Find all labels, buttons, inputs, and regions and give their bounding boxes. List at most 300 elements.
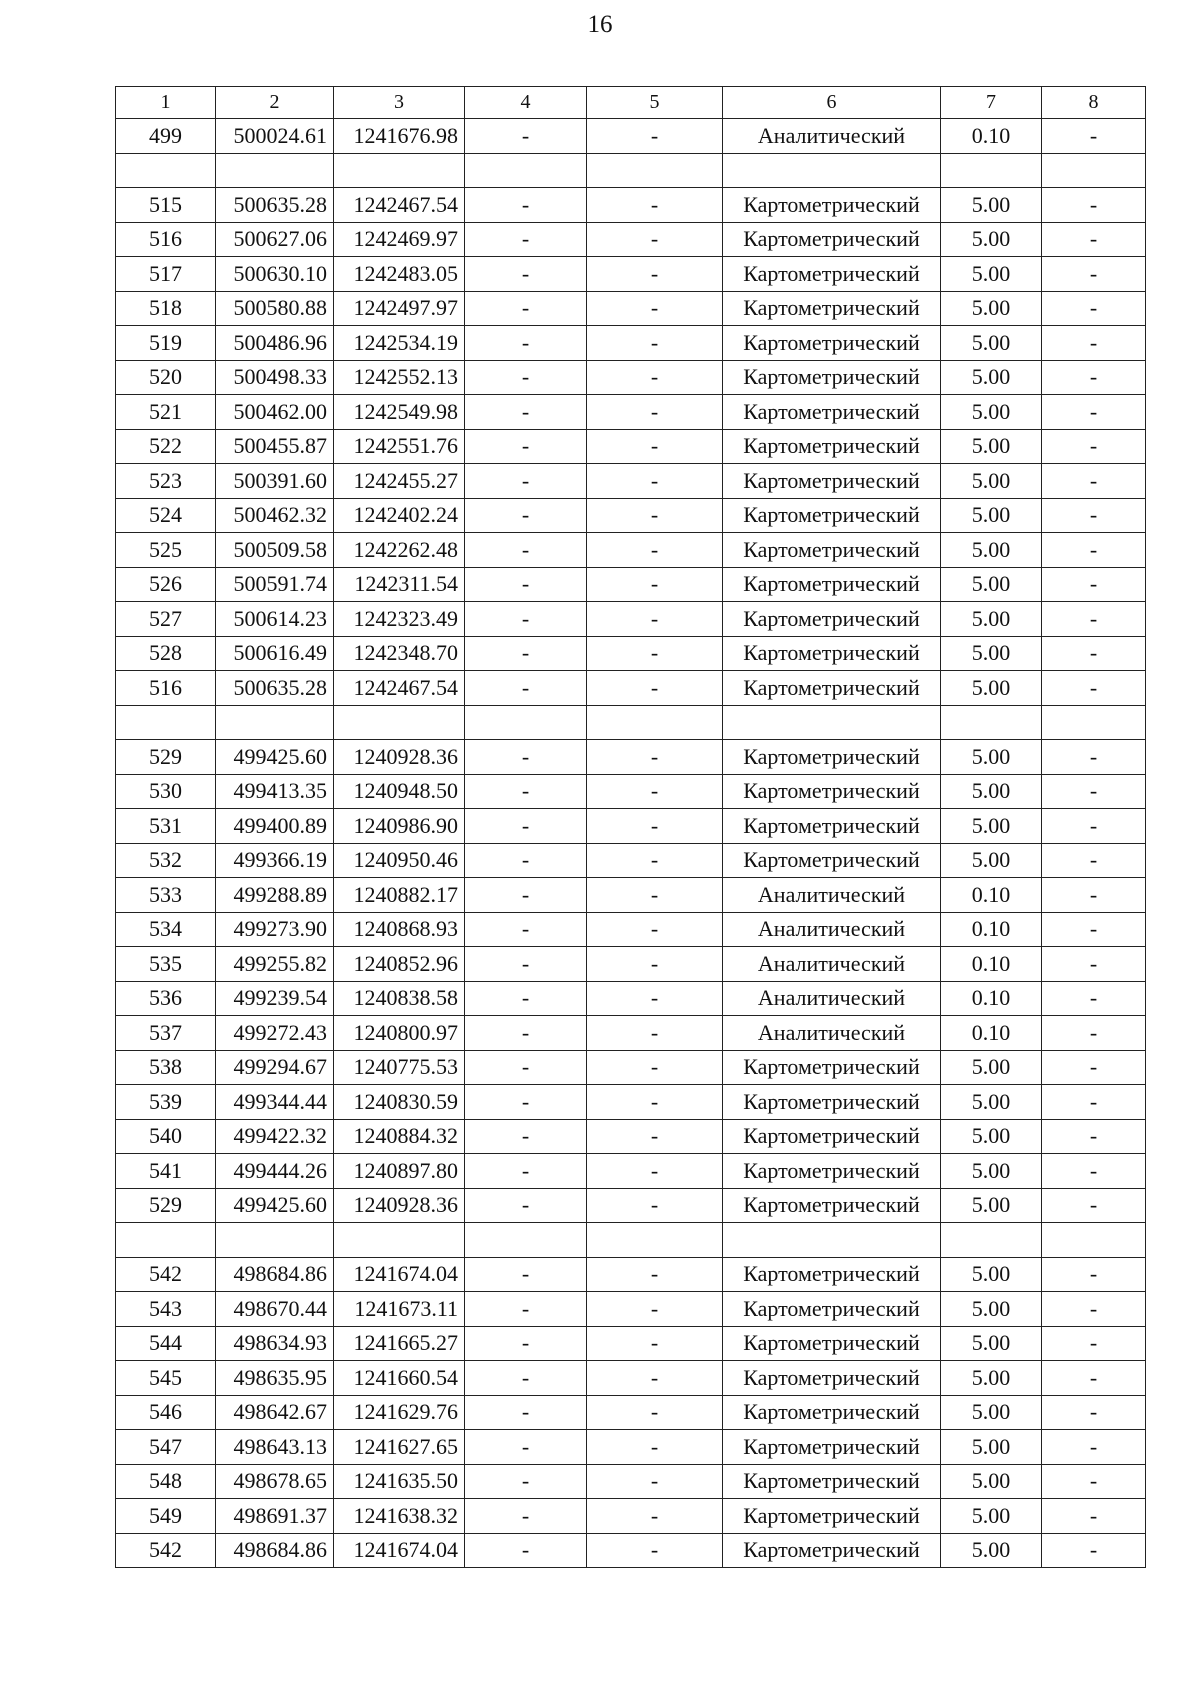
cell-method: Картометрический	[723, 809, 941, 844]
cell-accuracy: 5.00	[941, 1050, 1042, 1085]
cell-accuracy: 5.00	[941, 671, 1042, 706]
table-row	[116, 1085, 1146, 1120]
cell-y-coordinate: 1240884.32	[334, 1119, 465, 1154]
cell-point-number: 526	[116, 567, 216, 602]
cell-col-5: -	[587, 257, 723, 292]
table-row	[116, 1154, 1146, 1189]
cell-y-coordinate: 1240800.97	[334, 1016, 465, 1051]
cell-col-8: -	[1042, 981, 1146, 1016]
cell-accuracy: 5.00	[941, 222, 1042, 257]
table-row	[116, 912, 1146, 947]
cell-col-5: -	[587, 1464, 723, 1499]
cell-col-5	[587, 1223, 723, 1258]
cell-accuracy: 5.00	[941, 188, 1042, 223]
column-header-7: 7	[941, 87, 1042, 119]
cell-x-coordinate: 500462.00	[216, 395, 334, 430]
cell-accuracy: 0.10	[941, 878, 1042, 913]
cell-y-coordinate: 1241629.76	[334, 1395, 465, 1430]
cell-col-4: -	[465, 326, 587, 361]
cell-x-coordinate: 499425.60	[216, 1188, 334, 1223]
cell-col-8: -	[1042, 222, 1146, 257]
cell-point-number: 548	[116, 1464, 216, 1499]
cell-col-4: -	[465, 395, 587, 430]
cell-col-8: -	[1042, 912, 1146, 947]
cell-x-coordinate: 500591.74	[216, 567, 334, 602]
cell-x-coordinate: 498642.67	[216, 1395, 334, 1430]
cell-y-coordinate: 1241627.65	[334, 1430, 465, 1465]
cell-col-5: -	[587, 636, 723, 671]
cell-x-coordinate: 500580.88	[216, 291, 334, 326]
cell-col-8	[1042, 1223, 1146, 1258]
cell-y-coordinate: 1242467.54	[334, 671, 465, 706]
table-row	[116, 809, 1146, 844]
cell-col-8: -	[1042, 291, 1146, 326]
cell-point-number: 516	[116, 222, 216, 257]
cell-accuracy	[941, 153, 1042, 188]
cell-col-4	[465, 705, 587, 740]
cell-x-coordinate: 500509.58	[216, 533, 334, 568]
table-row	[116, 119, 1146, 154]
cell-y-coordinate	[334, 1223, 465, 1258]
cell-col-8: -	[1042, 429, 1146, 464]
cell-col-5: -	[587, 774, 723, 809]
cell-point-number: 542	[116, 1257, 216, 1292]
cell-col-5: -	[587, 498, 723, 533]
cell-accuracy: 5.00	[941, 740, 1042, 775]
cell-point-number: 549	[116, 1499, 216, 1534]
cell-col-4: -	[465, 1430, 587, 1465]
cell-method: Картометрический	[723, 1085, 941, 1120]
cell-col-5: -	[587, 360, 723, 395]
cell-col-5: -	[587, 981, 723, 1016]
cell-method: Картометрический	[723, 222, 941, 257]
column-header-4: 4	[465, 87, 587, 119]
cell-col-4: -	[465, 1257, 587, 1292]
cell-col-5: -	[587, 1361, 723, 1396]
cell-method: Картометрический	[723, 1533, 941, 1568]
cell-col-8: -	[1042, 1154, 1146, 1189]
cell-y-coordinate: 1240830.59	[334, 1085, 465, 1120]
cell-accuracy: 5.00	[941, 1085, 1042, 1120]
cell-point-number: 529	[116, 740, 216, 775]
cell-method: Картометрический	[723, 1430, 941, 1465]
cell-col-8: -	[1042, 1533, 1146, 1568]
cell-x-coordinate: 498670.44	[216, 1292, 334, 1327]
cell-point-number: 530	[116, 774, 216, 809]
cell-y-coordinate: 1240852.96	[334, 947, 465, 982]
table-row	[116, 1050, 1146, 1085]
cell-y-coordinate: 1240928.36	[334, 740, 465, 775]
cell-col-5: -	[587, 843, 723, 878]
cell-col-8: -	[1042, 843, 1146, 878]
table-row	[116, 464, 1146, 499]
table-row	[116, 1119, 1146, 1154]
cell-point-number: 528	[116, 636, 216, 671]
cell-method: Картометрический	[723, 257, 941, 292]
cell-point-number: 533	[116, 878, 216, 913]
cell-col-8: -	[1042, 533, 1146, 568]
cell-point-number: 523	[116, 464, 216, 499]
cell-col-5: -	[587, 1499, 723, 1534]
cell-col-4: -	[465, 567, 587, 602]
cell-accuracy: 5.00	[941, 498, 1042, 533]
cell-col-5: -	[587, 809, 723, 844]
cell-accuracy: 5.00	[941, 291, 1042, 326]
cell-col-4: -	[465, 1154, 587, 1189]
cell-x-coordinate: 498643.13	[216, 1430, 334, 1465]
table-row	[116, 395, 1146, 430]
cell-accuracy	[941, 705, 1042, 740]
cell-point-number: 544	[116, 1326, 216, 1361]
cell-col-5: -	[587, 1326, 723, 1361]
cell-col-5: -	[587, 464, 723, 499]
cell-col-4	[465, 153, 587, 188]
cell-col-8: -	[1042, 740, 1146, 775]
cell-accuracy: 5.00	[941, 360, 1042, 395]
cell-point-number: 547	[116, 1430, 216, 1465]
cell-col-8: -	[1042, 395, 1146, 430]
cell-accuracy: 5.00	[941, 809, 1042, 844]
cell-accuracy: 5.00	[941, 1395, 1042, 1430]
cell-accuracy: 5.00	[941, 533, 1042, 568]
cell-accuracy: 0.10	[941, 947, 1042, 982]
table-row	[116, 843, 1146, 878]
cell-col-8: -	[1042, 602, 1146, 637]
table-row	[116, 1326, 1146, 1361]
cell-point-number: 531	[116, 809, 216, 844]
cell-method: Картометрический	[723, 188, 941, 223]
column-header-8: 8	[1042, 87, 1146, 119]
header-row	[116, 87, 1146, 119]
cell-col-4: -	[465, 464, 587, 499]
cell-col-8	[1042, 153, 1146, 188]
cell-point-number: 520	[116, 360, 216, 395]
cell-col-8: -	[1042, 188, 1146, 223]
table-row	[116, 671, 1146, 706]
cell-point-number: 545	[116, 1361, 216, 1396]
cell-y-coordinate: 1240882.17	[334, 878, 465, 913]
cell-col-5: -	[587, 1119, 723, 1154]
cell-method: Аналитический	[723, 1016, 941, 1051]
cell-accuracy: 5.00	[941, 1154, 1042, 1189]
cell-y-coordinate: 1241635.50	[334, 1464, 465, 1499]
cell-method: Картометрический	[723, 1361, 941, 1396]
cell-col-4: -	[465, 1533, 587, 1568]
cell-x-coordinate: 498684.86	[216, 1533, 334, 1568]
cell-col-4: -	[465, 843, 587, 878]
table-row	[116, 1464, 1146, 1499]
cell-point-number: 542	[116, 1533, 216, 1568]
cell-x-coordinate	[216, 705, 334, 740]
cell-col-4: -	[465, 1119, 587, 1154]
cell-col-4: -	[465, 429, 587, 464]
cell-col-8: -	[1042, 1050, 1146, 1085]
cell-y-coordinate: 1240897.80	[334, 1154, 465, 1189]
cell-col-4: -	[465, 1499, 587, 1534]
cell-y-coordinate: 1242469.97	[334, 222, 465, 257]
column-header-1: 1	[116, 87, 216, 119]
cell-x-coordinate: 500498.33	[216, 360, 334, 395]
cell-col-5: -	[587, 119, 723, 154]
cell-col-4: -	[465, 981, 587, 1016]
table-row	[116, 257, 1146, 292]
cell-accuracy: 5.00	[941, 395, 1042, 430]
cell-method: Картометрический	[723, 1292, 941, 1327]
cell-col-5: -	[587, 533, 723, 568]
cell-accuracy: 5.00	[941, 1361, 1042, 1396]
cell-method: Картометрический	[723, 740, 941, 775]
cell-accuracy: 0.10	[941, 119, 1042, 154]
cell-point-number: 536	[116, 981, 216, 1016]
cell-y-coordinate	[334, 705, 465, 740]
cell-point-number: 534	[116, 912, 216, 947]
cell-point-number: 519	[116, 326, 216, 361]
cell-col-5: -	[587, 1188, 723, 1223]
cell-y-coordinate: 1242262.48	[334, 533, 465, 568]
cell-col-5: -	[587, 222, 723, 257]
cell-col-8: -	[1042, 360, 1146, 395]
cell-method: Картометрический	[723, 498, 941, 533]
cell-x-coordinate	[216, 1223, 334, 1258]
cell-method: Аналитический	[723, 878, 941, 913]
cell-y-coordinate: 1242323.49	[334, 602, 465, 637]
table-row	[116, 360, 1146, 395]
cell-col-4: -	[465, 533, 587, 568]
page-number: 16	[587, 11, 613, 38]
table-row	[116, 1188, 1146, 1223]
cell-col-8: -	[1042, 1016, 1146, 1051]
cell-method: Картометрический	[723, 843, 941, 878]
cell-col-8: -	[1042, 1119, 1146, 1154]
cell-x-coordinate: 499294.67	[216, 1050, 334, 1085]
cell-col-8: -	[1042, 257, 1146, 292]
cell-method: Картометрический	[723, 533, 941, 568]
column-header-6: 6	[723, 87, 941, 119]
cell-col-4: -	[465, 636, 587, 671]
cell-col-5: -	[587, 912, 723, 947]
cell-col-4: -	[465, 602, 587, 637]
cell-accuracy: 5.00	[941, 1257, 1042, 1292]
cell-y-coordinate: 1240986.90	[334, 809, 465, 844]
cell-x-coordinate: 500391.60	[216, 464, 334, 499]
cell-x-coordinate: 500635.28	[216, 188, 334, 223]
cell-col-5: -	[587, 1257, 723, 1292]
cell-y-coordinate: 1241673.11	[334, 1292, 465, 1327]
cell-col-5: -	[587, 1430, 723, 1465]
cell-col-5: -	[587, 1395, 723, 1430]
cell-x-coordinate: 499366.19	[216, 843, 334, 878]
table-row	[116, 1257, 1146, 1292]
cell-y-coordinate: 1241665.27	[334, 1326, 465, 1361]
cell-col-8: -	[1042, 1430, 1146, 1465]
separator-row	[116, 705, 1146, 740]
cell-x-coordinate: 500616.49	[216, 636, 334, 671]
cell-col-5: -	[587, 1154, 723, 1189]
cell-point-number: 518	[116, 291, 216, 326]
cell-col-4: -	[465, 1188, 587, 1223]
cell-col-4: -	[465, 1016, 587, 1051]
cell-method: Картометрический	[723, 395, 941, 430]
cell-accuracy: 5.00	[941, 567, 1042, 602]
cell-y-coordinate: 1242311.54	[334, 567, 465, 602]
cell-col-4: -	[465, 222, 587, 257]
cell-col-8: -	[1042, 567, 1146, 602]
cell-y-coordinate: 1242467.54	[334, 188, 465, 223]
table-body	[116, 119, 1146, 1568]
cell-col-8: -	[1042, 1188, 1146, 1223]
cell-x-coordinate: 499288.89	[216, 878, 334, 913]
cell-col-8: -	[1042, 1257, 1146, 1292]
cell-point-number: 521	[116, 395, 216, 430]
cell-accuracy	[941, 1223, 1042, 1258]
cell-accuracy: 5.00	[941, 1292, 1042, 1327]
cell-col-5: -	[587, 429, 723, 464]
column-header-2: 2	[216, 87, 334, 119]
cell-point-number: 515	[116, 188, 216, 223]
cell-method: Аналитический	[723, 119, 941, 154]
cell-accuracy: 5.00	[941, 1499, 1042, 1534]
cell-col-4: -	[465, 878, 587, 913]
cell-col-5	[587, 153, 723, 188]
cell-col-4	[465, 1223, 587, 1258]
cell-col-4: -	[465, 1361, 587, 1396]
cell-accuracy: 5.00	[941, 1326, 1042, 1361]
cell-x-coordinate: 499400.89	[216, 809, 334, 844]
cell-col-4: -	[465, 498, 587, 533]
cell-col-5: -	[587, 1085, 723, 1120]
cell-col-8: -	[1042, 1326, 1146, 1361]
cell-y-coordinate: 1241674.04	[334, 1257, 465, 1292]
cell-accuracy: 5.00	[941, 326, 1042, 361]
cell-point-number	[116, 705, 216, 740]
cell-col-8: -	[1042, 774, 1146, 809]
separator-row	[116, 153, 1146, 188]
cell-y-coordinate: 1242551.76	[334, 429, 465, 464]
cell-method: Картометрический	[723, 602, 941, 637]
table-row	[116, 740, 1146, 775]
cell-accuracy: 5.00	[941, 1533, 1042, 1568]
cell-point-number: 535	[116, 947, 216, 982]
cell-col-8: -	[1042, 947, 1146, 982]
cell-point-number: 527	[116, 602, 216, 637]
table-row	[116, 222, 1146, 257]
cell-y-coordinate: 1242552.13	[334, 360, 465, 395]
cell-x-coordinate: 500462.32	[216, 498, 334, 533]
cell-point-number: 539	[116, 1085, 216, 1120]
cell-accuracy: 5.00	[941, 429, 1042, 464]
cell-y-coordinate: 1242402.24	[334, 498, 465, 533]
cell-method: Аналитический	[723, 912, 941, 947]
cell-y-coordinate: 1240775.53	[334, 1050, 465, 1085]
cell-method: Картометрический	[723, 1499, 941, 1534]
cell-y-coordinate: 1242549.98	[334, 395, 465, 430]
table-row	[116, 326, 1146, 361]
coordinates-table	[115, 86, 1146, 1568]
cell-col-5: -	[587, 602, 723, 637]
cell-method: Картометрический	[723, 671, 941, 706]
cell-method: Аналитический	[723, 981, 941, 1016]
cell-method	[723, 705, 941, 740]
cell-accuracy: 5.00	[941, 1119, 1042, 1154]
table-row	[116, 602, 1146, 637]
cell-method: Картометрический	[723, 1119, 941, 1154]
cell-accuracy: 5.00	[941, 1464, 1042, 1499]
cell-col-4: -	[465, 1326, 587, 1361]
cell-x-coordinate: 498634.93	[216, 1326, 334, 1361]
table-row	[116, 1292, 1146, 1327]
cell-point-number: 525	[116, 533, 216, 568]
cell-y-coordinate: 1241638.32	[334, 1499, 465, 1534]
cell-x-coordinate: 500486.96	[216, 326, 334, 361]
cell-col-5: -	[587, 947, 723, 982]
cell-point-number	[116, 1223, 216, 1258]
cell-col-4: -	[465, 774, 587, 809]
cell-x-coordinate: 500024.61	[216, 119, 334, 154]
cell-col-8: -	[1042, 671, 1146, 706]
cell-point-number: 516	[116, 671, 216, 706]
cell-col-4: -	[465, 257, 587, 292]
cell-method: Картометрический	[723, 360, 941, 395]
table-row	[116, 1430, 1146, 1465]
cell-x-coordinate: 499425.60	[216, 740, 334, 775]
cell-y-coordinate: 1240838.58	[334, 981, 465, 1016]
cell-col-8: -	[1042, 809, 1146, 844]
table-row	[116, 567, 1146, 602]
cell-point-number: 543	[116, 1292, 216, 1327]
table-row	[116, 1395, 1146, 1430]
cell-y-coordinate: 1240928.36	[334, 1188, 465, 1223]
cell-col-5	[587, 705, 723, 740]
cell-y-coordinate: 1242483.05	[334, 257, 465, 292]
cell-x-coordinate	[216, 153, 334, 188]
cell-col-8: -	[1042, 1361, 1146, 1396]
table-row	[116, 774, 1146, 809]
cell-method: Картометрический	[723, 1154, 941, 1189]
cell-y-coordinate: 1241676.98	[334, 119, 465, 154]
cell-col-4: -	[465, 809, 587, 844]
cell-col-8: -	[1042, 498, 1146, 533]
cell-col-4: -	[465, 119, 587, 154]
column-header-5: 5	[587, 87, 723, 119]
cell-col-8: -	[1042, 464, 1146, 499]
cell-point-number: 532	[116, 843, 216, 878]
cell-point-number: 517	[116, 257, 216, 292]
cell-method: Картометрический	[723, 464, 941, 499]
cell-col-4: -	[465, 671, 587, 706]
cell-point-number: 541	[116, 1154, 216, 1189]
cell-method: Картометрический	[723, 326, 941, 361]
cell-col-4: -	[465, 360, 587, 395]
cell-y-coordinate: 1240950.46	[334, 843, 465, 878]
cell-point-number: 538	[116, 1050, 216, 1085]
table-row	[116, 878, 1146, 913]
cell-accuracy: 0.10	[941, 1016, 1042, 1051]
cell-accuracy: 5.00	[941, 1430, 1042, 1465]
cell-x-coordinate: 498678.65	[216, 1464, 334, 1499]
table-row	[116, 533, 1146, 568]
cell-col-4: -	[465, 1292, 587, 1327]
cell-col-5: -	[587, 1533, 723, 1568]
cell-col-8: -	[1042, 1395, 1146, 1430]
cell-y-coordinate: 1240948.50	[334, 774, 465, 809]
table-row	[116, 188, 1146, 223]
cell-accuracy: 5.00	[941, 257, 1042, 292]
cell-accuracy: 0.10	[941, 912, 1042, 947]
cell-x-coordinate: 499239.54	[216, 981, 334, 1016]
cell-y-coordinate: 1242455.27	[334, 464, 465, 499]
cell-accuracy: 5.00	[941, 602, 1042, 637]
table-row	[116, 291, 1146, 326]
